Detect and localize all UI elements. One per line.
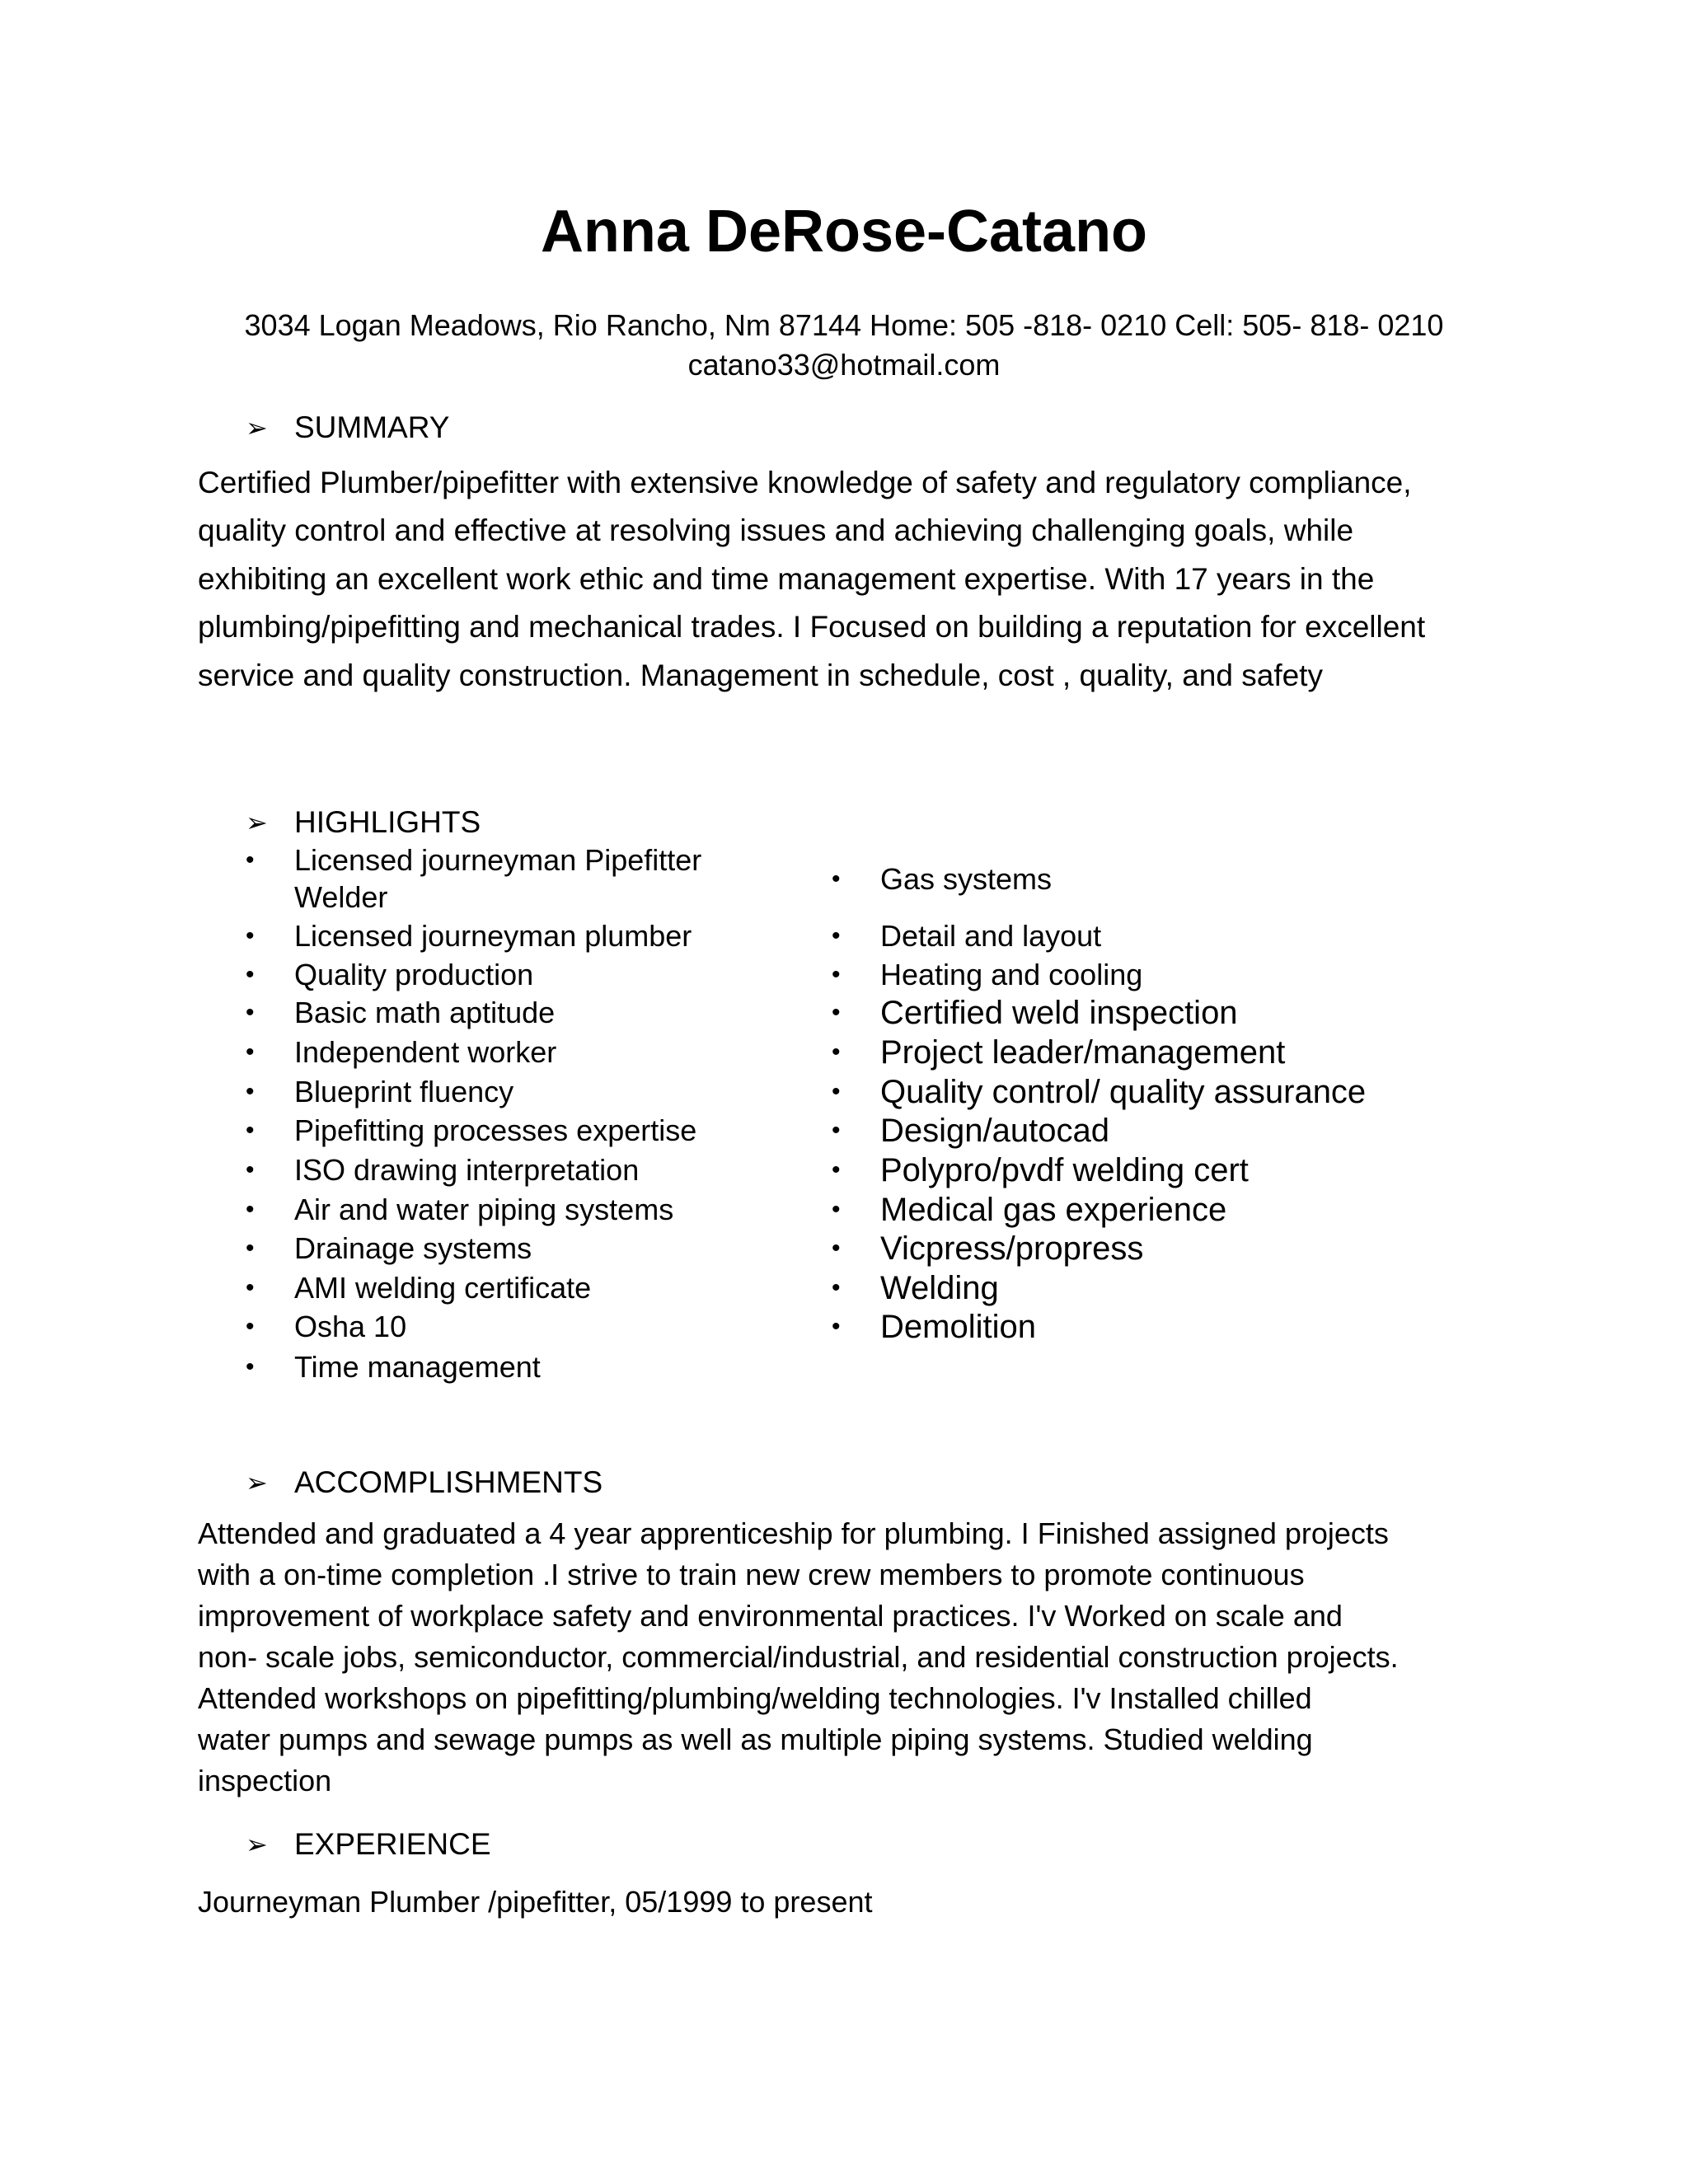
round-bullet-icon: • (246, 1156, 255, 1183)
highlight-item: Certified weld inspection (880, 995, 1238, 1031)
highlight-item: Demolition (880, 1309, 1036, 1345)
highlight-item: AMI welding certificate (294, 1271, 592, 1305)
summary-line: plumbing/pipefitting and mechanical trades. I Focused on building a reputation for excellent (198, 610, 1426, 644)
round-bullet-icon: • (246, 999, 255, 1026)
accomplishments-line: Attended workshops on pipefitting/plumbing/welding technologies. I'v Installed chilled (198, 1681, 1312, 1715)
highlight-item: Design/autocad (880, 1113, 1109, 1149)
highlight-item: ISO drawing interpretation (294, 1153, 640, 1187)
summary-heading: SUMMARY (294, 410, 450, 444)
experience-heading: EXPERIENCE (294, 1827, 491, 1861)
highlight-item: Medical gas experience (880, 1192, 1227, 1228)
highlight-item: Blueprint fluency (294, 1075, 514, 1108)
highlight-item: Heating and cooling (880, 958, 1143, 991)
round-bullet-icon: • (246, 1196, 255, 1223)
highlight-item: Quality control/ quality assurance (880, 1074, 1367, 1110)
highlight-item: Polypro/pvdf welding cert (880, 1152, 1249, 1188)
highlights-heading: HIGHLIGHTS (294, 805, 481, 839)
highlight-item: Osha 10 (294, 1310, 407, 1343)
highlight-item: Gas systems (880, 862, 1053, 896)
highlight-item: Time management (294, 1350, 541, 1384)
round-bullet-icon: • (832, 1274, 841, 1301)
summary-line: quality control and effective at resolving issues and achieving challenging goals, while (198, 513, 1354, 547)
highlight-item: Independent worker (294, 1035, 557, 1069)
accomplishments-line: non- scale jobs, semiconductor, commercial/industrial, and residential construction projects. (198, 1640, 1399, 1674)
highlight-item: Project leader/management (880, 1034, 1286, 1071)
round-bullet-icon: • (246, 1274, 255, 1301)
round-bullet-icon: • (246, 1078, 255, 1105)
accomplishments-line: inspection (198, 1764, 332, 1797)
round-bullet-icon: • (246, 922, 255, 949)
arrowhead-bullet-icon: ➢ (246, 412, 268, 443)
highlight-item: Drainage systems (294, 1231, 532, 1265)
arrowhead-bullet-icon: ➢ (246, 807, 268, 838)
highlight-item: Licensed journeyman Pipefitter (294, 843, 702, 877)
accomplishments-line: water pumps and sewage pumps as well as multiple piping systems. Studied welding (198, 1722, 1313, 1756)
highlight-item: Welding (880, 1270, 999, 1306)
round-bullet-icon: • (832, 1117, 841, 1144)
highlight-item: Quality production (294, 958, 534, 991)
round-bullet-icon: • (832, 1313, 841, 1340)
round-bullet-icon: • (832, 1235, 841, 1262)
round-bullet-icon: • (246, 1353, 255, 1380)
round-bullet-icon: • (246, 846, 255, 874)
summary-line: exhibiting an excellent work ethic and time management expertise. With 17 years in the (198, 562, 1375, 596)
arrowhead-bullet-icon: ➢ (246, 1829, 268, 1860)
round-bullet-icon: • (832, 922, 841, 949)
email-address: catano33@hotmail.com (687, 348, 1001, 382)
experience-entry: Journeyman Plumber /pipefitter, 05/1999 to present (198, 1885, 873, 1919)
contact-line: 3034 Logan Meadows, Rio Rancho, Nm 87144 Home: 505 -818- 0210 Cell: 505- 818- 0210 (244, 308, 1444, 342)
summary-line: service and quality construction. Management in schedule, cost , quality, and safety (198, 658, 1323, 692)
candidate-name: Anna DeRose-Catano (540, 199, 1148, 265)
round-bullet-icon: • (832, 865, 841, 893)
round-bullet-icon: • (246, 1117, 255, 1144)
accomplishments-heading: ACCOMPLISHMENTS (294, 1465, 603, 1499)
summary-line: Certified Plumber/pipefitter with extensive knowledge of safety and regulatory compliance, (198, 466, 1412, 499)
round-bullet-icon: • (832, 1078, 841, 1105)
round-bullet-icon: • (832, 1196, 841, 1223)
highlight-item: Vicpress/propress (880, 1230, 1144, 1267)
highlight-item: Pipefitting processes expertise (294, 1113, 697, 1147)
round-bullet-icon: • (832, 1038, 841, 1066)
highlight-item: Air and water piping systems (294, 1193, 674, 1226)
accomplishments-line: Attended and graduated a 4 year apprenticeship for plumbing. I Finished assigned projects (198, 1516, 1389, 1550)
accomplishments-line: with a on-time completion .I strive to train new crew members to promote continuous (198, 1558, 1305, 1591)
round-bullet-icon: • (832, 999, 841, 1026)
highlight-item: Detail and layout (880, 919, 1102, 953)
round-bullet-icon: • (832, 1156, 841, 1183)
round-bullet-icon: • (832, 961, 841, 988)
round-bullet-icon: • (246, 1038, 255, 1066)
round-bullet-icon: • (246, 1235, 255, 1262)
round-bullet-icon: • (246, 961, 255, 988)
highlight-item: Licensed journeyman plumber (294, 919, 692, 953)
arrowhead-bullet-icon: ➢ (246, 1467, 268, 1498)
highlight-item: Basic math aptitude (294, 996, 556, 1029)
round-bullet-icon: • (246, 1313, 255, 1340)
accomplishments-line: improvement of workplace safety and environmental practices. I'v Worked on scale and (198, 1599, 1343, 1633)
highlight-item: Welder (294, 880, 388, 914)
